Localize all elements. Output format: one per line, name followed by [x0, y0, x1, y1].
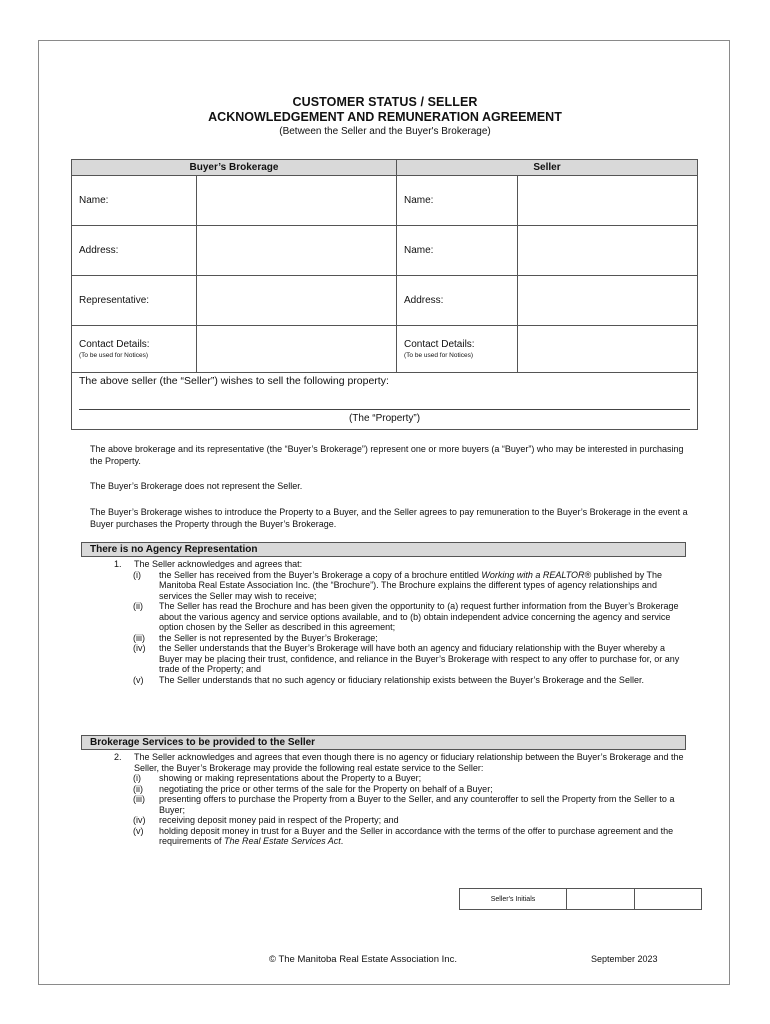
buyer-contact-text: Contact Details: [79, 338, 150, 350]
item-number: (iii) [133, 794, 145, 804]
buyer-address-field[interactable] [197, 226, 397, 276]
item-text-part: published by The Manitoba Real Estate Association Inc. (the “Brochure”). The Brochure explains the different types of agency relationships and services the Seller may wish to receive; [159, 569, 663, 601]
property-input-line[interactable] [79, 409, 690, 410]
item-text: presenting offers to purchase the Property from a Buyer to the Seller, and any counteroffer to sell the Property from the Seller to a Buyer; [159, 794, 675, 815]
item-number: (i) [133, 569, 141, 580]
item-text: showing or making representations about the Property to a Buyer; [159, 773, 422, 783]
section1-lead [114, 559, 689, 570]
buyer-address-label: Address: [72, 226, 197, 276]
intro-paragraph-2: The Buyer’s Brokerage does not represent the Seller. [90, 481, 303, 491]
list-item [114, 633, 689, 644]
list-item [114, 570, 689, 602]
item-number: (ii) [133, 601, 143, 611]
seller-contact-label [397, 326, 518, 373]
footer-date: September 2023 [591, 954, 658, 964]
buyer-representative-label: Representative: [72, 276, 197, 326]
item-text-part: . [340, 836, 344, 846]
document-title-line2: ACKNOWLEDGEMENT AND REMUNERATION AGREEMENT [208, 110, 562, 124]
seller-initials-box [459, 888, 702, 910]
footer-copyright: © The Manitoba Real Estate Association Inc. [269, 954, 457, 965]
list-item [114, 815, 689, 826]
seller-name-field-1[interactable] [518, 176, 698, 226]
seller-header: Seller [397, 160, 698, 176]
seller-address-label: Address: [397, 276, 518, 326]
list-item [114, 773, 689, 784]
section2-lead-text: The Seller acknowledges and agrees that even though there is no agency or fiduciary relationship between the Buyer’s Brokerage and the Seller, the Buyer’s Brokerage may provide the following real estate service to the Seller: [134, 752, 684, 773]
seller-contact-note: (To be used for Notices) [404, 351, 474, 359]
item-text: The Seller understands that no such agency or fiduciary relationship exists between the Buyer’s Brokerage and the Seller. [159, 674, 644, 685]
list-item [114, 643, 689, 675]
item-text: receiving deposit money paid in respect of the Property; and [159, 815, 399, 825]
section1-list [114, 559, 689, 685]
list-item [114, 794, 689, 815]
buyer-name-field[interactable] [197, 176, 397, 226]
list-item [114, 675, 689, 686]
property-intro: The above seller (the “Seller”) wishes to sell the following property: [79, 374, 389, 387]
item-text: the Seller is not represented by the Buyer’s Brokerage; [159, 632, 378, 643]
parties-table [71, 159, 698, 430]
intro-paragraph-1: The above brokerage and its representative (the “Buyer’s Brokerage”) represent one or more buyers (a “Buyer”) who may be interested in purchasing the Property. [90, 444, 684, 466]
item-number: (ii) [133, 783, 143, 794]
section1-lead-text: The Seller acknowledges and agrees that: [134, 559, 303, 569]
seller-contact-field[interactable] [518, 326, 698, 373]
section1-number: 1. [114, 559, 122, 569]
seller-contact-text: Contact Details: [404, 338, 475, 350]
section-heading-agency: There is no Agency Representation [81, 542, 686, 557]
seller-address-field[interactable] [518, 276, 698, 326]
item-text: negotiating the price or other terms of the sale for the Property on behalf of a Buyer; [159, 783, 493, 794]
property-cell [72, 372, 698, 429]
buyer-contact-label [72, 326, 197, 373]
item-text [159, 826, 689, 847]
seller-initials-label: Seller's Initials [460, 889, 567, 910]
section2-lead [114, 752, 689, 773]
item-text: The Seller has read the Brochure and has been given the opportunity to (a) request further information from the Buyer’s Brokerage about the various agency and service options available, and to (b) obtain independent advice concerning the agency and service option chosen by the Seller as described in this agreement; [159, 601, 679, 632]
intro-paragraph-3: The Buyer’s Brokerage wishes to introduce the Property to a Buyer, and the Seller agrees to pay remuneration to the Buyer’s Brokerage in the event a Buyer purchases the Property through the Buyer’s Brokerage. [90, 507, 688, 529]
seller-initials-field-1[interactable] [567, 889, 635, 910]
item-text [159, 570, 689, 602]
list-item [114, 826, 689, 847]
item-number: (iv) [133, 643, 146, 653]
seller-name-field-2[interactable] [518, 226, 698, 276]
buyer-brokerage-header: Buyer’s Brokerage [72, 160, 397, 176]
item-number: (iv) [133, 815, 146, 825]
seller-name-label-1: Name: [397, 176, 518, 226]
act-title: The Real Estate Services Act [224, 836, 341, 846]
document-subtitle: (Between the Seller and the Buyer's Brokerage) [279, 126, 491, 137]
buyer-contact-field[interactable] [197, 326, 397, 373]
item-text-part: holding deposit money in trust for a Buyer and the Seller in accordance with the terms of the offer to purchase agreement and the requirements of [159, 825, 674, 846]
section2-number: 2. [114, 752, 122, 762]
buyer-contact-note: (To be used for Notices) [79, 351, 149, 359]
item-text-part: the Seller has received from the Buyer’s Brokerage a copy of a brochure entitled [159, 569, 482, 580]
seller-initials-field-2[interactable] [635, 889, 702, 910]
item-number: (i) [133, 773, 141, 783]
section2-list [114, 752, 689, 847]
section-heading-services: Brokerage Services to be provided to the Seller [81, 735, 686, 750]
property-label: (The “Property”) [348, 412, 421, 424]
brochure-title: Working with a REALTOR® [481, 569, 592, 580]
item-number: (v) [133, 825, 144, 836]
list-item [114, 784, 689, 795]
buyer-representative-field[interactable] [197, 276, 397, 326]
document-title-line1: CUSTOMER STATUS / SELLER [292, 95, 478, 109]
list-item [114, 601, 689, 633]
item-number: (v) [133, 674, 144, 685]
item-number: (iii) [133, 632, 145, 643]
seller-name-label-2: Name: [397, 226, 518, 276]
item-text: the Seller understands that the Buyer’s Brokerage will have both an agency and fiduciary relationship with the Buyer whereby a Buyer may be placing their trust, confidence, and reliance in the Buyer’s Brokerage with respect to any offer to purchase for, or any trade of the Property; and [159, 643, 680, 674]
buyer-name-label: Name: [72, 176, 197, 226]
